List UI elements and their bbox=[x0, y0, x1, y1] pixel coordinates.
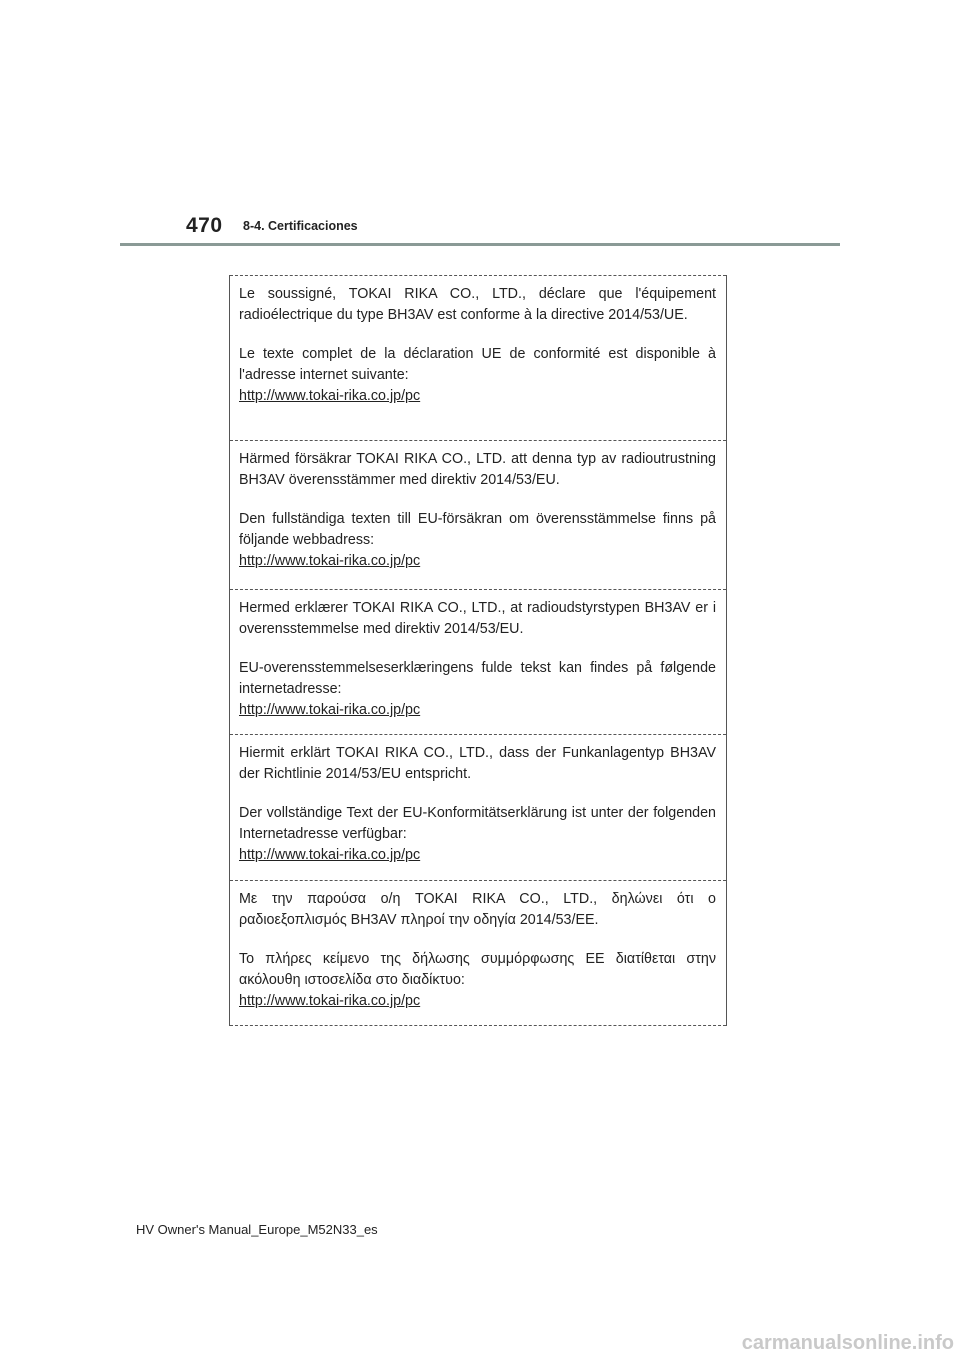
declaration-link[interactable]: http://www.tokai-rika.co.jp/pc bbox=[239, 702, 421, 718]
availability-text: Der vollständige Text der EU-Konformitätserklärung ist unter der folgenden Internetadresse verfügbar: bbox=[239, 805, 716, 842]
watermark-text: carmanualsonline.info bbox=[741, 1332, 954, 1354]
declaration-text: Hermed erklærer TOKAI RIKA CO., LTD., at radioudstyrstypen BH3AV er i overensstemmelse med direktiv 2014/53/EU. bbox=[239, 600, 716, 637]
section-title: 8-4. Certificaciones bbox=[243, 219, 358, 233]
declaration-section-french bbox=[230, 275, 726, 440]
declaration-section-greek bbox=[230, 880, 726, 1026]
declaration-section-german bbox=[230, 734, 726, 880]
availability-text: Le texte complet de la déclaration UE de conformité est disponible à l'adresse internet suivante: bbox=[239, 346, 716, 383]
declaration-section-danish bbox=[230, 589, 726, 734]
declaration-text: Härmed försäkrar TOKAI RIKA CO., LTD. att denna typ av radioutrustning BH3AV överensstämmer med direktiv 2014/53/EU. bbox=[239, 451, 716, 488]
availability-text: EU-overensstemmelseserklæringens fulde tekst kan findes på følgende internetadresse: bbox=[239, 660, 716, 697]
declaration-section-swedish bbox=[230, 440, 726, 589]
header-divider bbox=[120, 243, 840, 246]
declaration-box bbox=[229, 275, 727, 1026]
declaration-link[interactable]: http://www.tokai-rika.co.jp/pc bbox=[239, 993, 421, 1009]
declaration-text: Με την παρούσα ο/η TOKAI RIKA CO., LTD., δηλώνει ότι ο ραδιοεξοπλισμός BH3AV πληροί την οδηγία 2014/53/ΕΕ. bbox=[239, 891, 716, 928]
declaration-text: Le soussigné, TOKAI RIKA CO., LTD., déclare que l'équipement radioélectrique du type BH3AV est conforme à la directive 2014/53/UE. bbox=[239, 286, 716, 323]
declaration-text: Hiermit erklärt TOKAI RIKA CO., LTD., dass der Funkanlagentyp BH3AV der Richtlinie 2014/53/EU entspricht. bbox=[239, 745, 716, 782]
declaration-link[interactable]: http://www.tokai-rika.co.jp/pc bbox=[239, 847, 421, 863]
page-number: 470 bbox=[186, 214, 223, 237]
manual-footer: HV Owner's Manual_Europe_M52N33_es bbox=[136, 1222, 378, 1237]
declaration-link[interactable]: http://www.tokai-rika.co.jp/pc bbox=[239, 388, 421, 404]
declaration-link[interactable]: http://www.tokai-rika.co.jp/pc bbox=[239, 553, 421, 569]
availability-text: Το πλήρες κείμενο της δήλωσης συμμόρφωσης ΕΕ διατίθεται στην ακόλουθη ιστοσελίδα στο διαδίκτυο: bbox=[239, 951, 716, 988]
availability-text: Den fullständiga texten till EU-försäkran om överensstämmelse finns på följande webbadress: bbox=[239, 511, 716, 548]
